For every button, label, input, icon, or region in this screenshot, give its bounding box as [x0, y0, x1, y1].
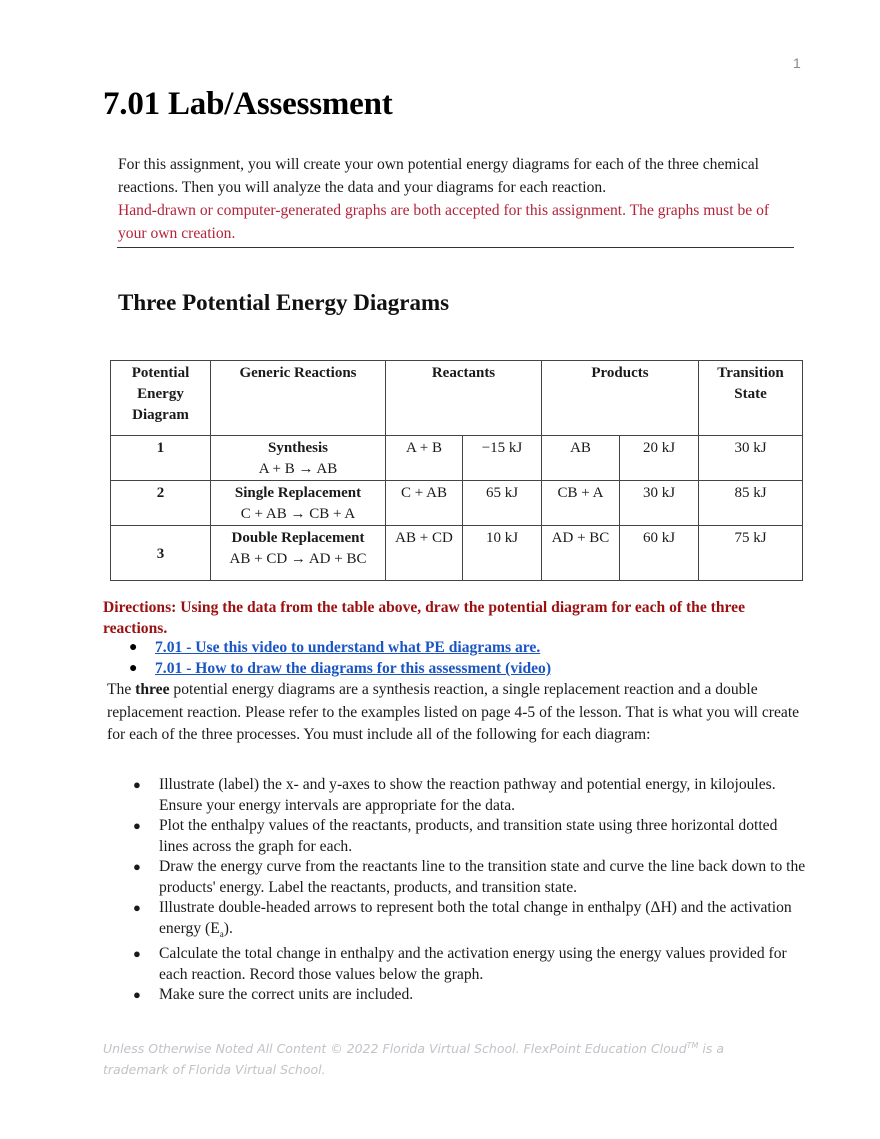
- reaction-equation: A + B → AB: [258, 461, 338, 477]
- diagram-number: 2: [111, 481, 211, 526]
- reaction-data-table: [110, 360, 803, 581]
- reaction-equation: AB + CD → AD + BC: [229, 551, 367, 567]
- how-to-draw-video-link[interactable]: 7.01 - How to draw the diagrams for this assessment (video): [155, 660, 552, 677]
- instructions-paragraph: [107, 679, 807, 747]
- copyright-footer: [103, 1035, 763, 1080]
- list-item: [130, 775, 810, 816]
- requirement-text-part: Illustrate double-headed arrows to represent both the total change in enthalpy (ΔH) and the activation energy (E: [159, 899, 792, 937]
- list-item: [128, 658, 551, 679]
- reaction-equation: C + AB → CB + A: [240, 506, 356, 522]
- page-title: 7.01 Lab/Assessment: [103, 86, 393, 122]
- bullet-icon: ●: [133, 900, 141, 915]
- requirement-text: Calculate the total change in enthalpy and the activation energy using the energy values provided for each reaction. Record those values below the graph.: [159, 945, 787, 983]
- footer-text: is a trademark of Florida Virtual School.: [103, 1041, 725, 1078]
- intro-note: Hand-drawn or computer-generated graphs are both accepted for this assignment. The graphs must be of your own creation.: [118, 202, 770, 242]
- requirement-text: [159, 899, 792, 937]
- header-reactions: Generic Reactions: [211, 361, 386, 436]
- header-products: Products: [542, 361, 699, 436]
- subscript-a: a: [219, 928, 224, 939]
- reaction-name: Single Replacement: [234, 485, 362, 501]
- reactant-energy-cell: 65 kJ: [463, 481, 542, 526]
- bullet-icon: ●: [133, 818, 141, 833]
- bullet-icon: ●: [133, 987, 141, 1003]
- reactants-cell: A + B: [386, 436, 463, 481]
- requirement-text: Plot the enthalpy values of the reactants, products, and transition state using three horizontal dotted lines across the graph for each.: [159, 817, 778, 855]
- transition-state-cell: 30 kJ: [699, 436, 803, 481]
- product-energy-cell: 20 kJ: [620, 436, 699, 481]
- directions-text: Directions: Using the data from the table above, draw the potential diagram for each of the three reactions.: [103, 599, 746, 637]
- products-cell: CB + A: [542, 481, 620, 526]
- body-bold: three: [135, 681, 170, 698]
- requirements-list: [130, 775, 810, 1006]
- body-rest: potential energy diagrams are a synthesis reaction, a single replacement reaction and a double replacement reaction. Please refer to the examples listed on page 4-5 of the lesson. That is what you will create for each of the three processes. You must include all of the following for each diagram:: [107, 681, 800, 743]
- reaction-name: Double Replacement: [231, 530, 365, 546]
- diagram-number: 1: [111, 436, 211, 481]
- generic-reaction: [211, 481, 386, 526]
- list-item: [130, 857, 810, 898]
- trademark-superscript: TM: [686, 1041, 699, 1050]
- bullet-icon: ●: [129, 661, 138, 676]
- transition-state-cell: 85 kJ: [699, 481, 803, 526]
- reaction-name: Synthesis: [267, 440, 329, 456]
- table-row: [111, 481, 803, 526]
- products-cell: AD + BC: [542, 526, 620, 581]
- requirement-text-part: ).: [223, 919, 233, 937]
- generic-reaction: [211, 436, 386, 481]
- reactants-cell: AB + CD: [386, 526, 463, 581]
- products-cell: AB: [542, 436, 620, 481]
- reactants-cell: C + AB: [386, 481, 463, 526]
- generic-reaction: [211, 526, 386, 581]
- bullet-icon: ●: [133, 859, 141, 874]
- product-energy-cell: 60 kJ: [620, 526, 699, 581]
- intro-box: [118, 153, 798, 245]
- requirement-text: Draw the energy curve from the reactants line to the transition state and curve the line back down to the products' energy. Label the reactants, products, and transition state.: [159, 858, 806, 896]
- list-item: [130, 816, 810, 857]
- pe-diagrams-video-link[interactable]: 7.01 - Use this video to understand what PE diagrams are.: [155, 639, 541, 656]
- list-item: [130, 898, 810, 944]
- bullet-icon: ●: [129, 640, 138, 655]
- list-item: [128, 637, 551, 658]
- list-item: [130, 944, 810, 985]
- table-row: [111, 436, 803, 481]
- bullet-icon: ●: [133, 946, 141, 962]
- divider: [117, 247, 794, 248]
- video-links-list: [128, 637, 551, 679]
- section-heading: Three Potential Energy Diagrams: [118, 290, 450, 315]
- reactant-energy-cell: −15 kJ: [463, 436, 542, 481]
- requirement-text: Illustrate (label) the x- and y-axes to show the reaction pathway and potential energy, in kilojoules. Ensure your energy intervals are appropriate for the data.: [159, 776, 776, 814]
- diagram-number: 3: [111, 526, 211, 581]
- header-diagram: Potential Energy Diagram: [111, 361, 211, 436]
- table-header-row: [111, 361, 803, 436]
- page-number: 1: [793, 55, 801, 71]
- table-row: [111, 526, 803, 581]
- intro-text: For this assignment, you will create your own potential energy diagrams for each of the three chemical reactions. Then you will analyze the data and your diagrams for each reaction.: [118, 156, 760, 196]
- bullet-icon: ●: [133, 777, 141, 792]
- header-transition: Transition State: [699, 361, 803, 436]
- body-lead: The: [107, 681, 136, 698]
- reactant-energy-cell: 10 kJ: [463, 526, 542, 581]
- list-item: [130, 985, 810, 1006]
- header-reactants: Reactants: [386, 361, 542, 436]
- transition-state-cell: 75 kJ: [699, 526, 803, 581]
- requirement-text: Make sure the correct units are included.: [159, 986, 414, 1004]
- footer-text: Unless Otherwise Noted All Content © 2022 Florida Virtual School. FlexPoint Education Cloud: [103, 1041, 687, 1057]
- product-energy-cell: 30 kJ: [620, 481, 699, 526]
